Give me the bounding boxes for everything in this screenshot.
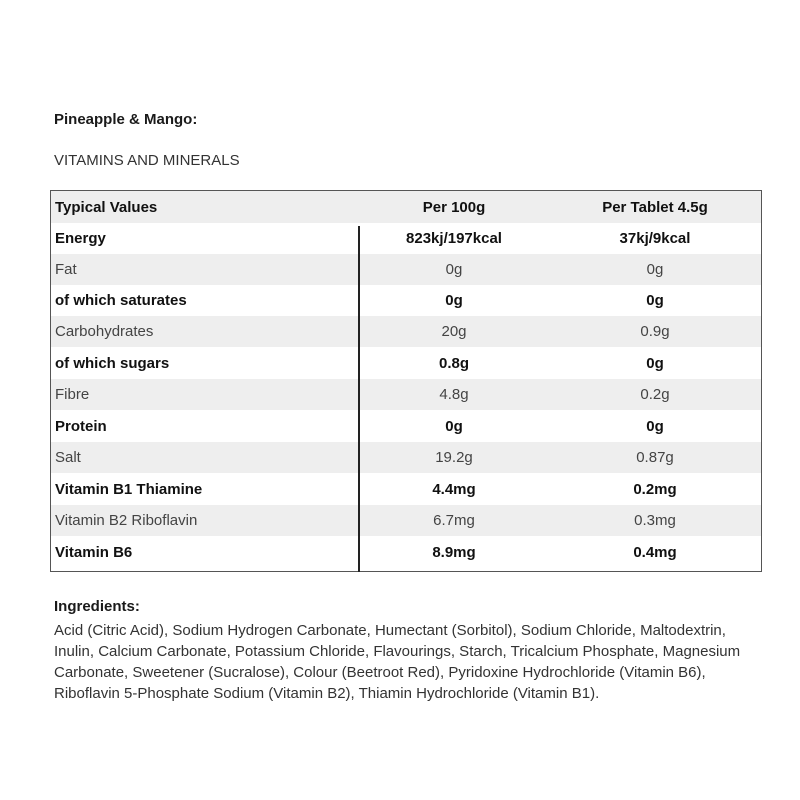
row-per-100g: 6.7mg [433, 512, 475, 529]
header-per-tablet: Per Tablet 4.5g [602, 198, 708, 216]
row-per-100g: 0g [445, 418, 463, 435]
table-row-vitamin-b1 [51, 474, 761, 505]
row-label: Vitamin B2 Riboflavin [55, 512, 198, 529]
row-label: of which sugars [55, 355, 170, 372]
row-label: Energy [55, 230, 106, 247]
row-per-tablet: 0g [646, 261, 664, 278]
row-per-100g: 8.9mg [432, 544, 476, 561]
product-title: Pineapple & Mango: [54, 111, 198, 128]
row-per-100g: 20g [441, 323, 467, 340]
row-per-tablet: 37kj/9kcal [619, 230, 691, 247]
row-label: Fibre [55, 386, 90, 403]
column-divider [358, 226, 360, 572]
row-per-tablet: 0g [646, 292, 664, 309]
table-row-carbohydrates [51, 316, 761, 347]
row-per-tablet: 0.87g [636, 449, 674, 466]
ingredients-title: Ingredients: [54, 598, 140, 615]
row-per-tablet: 0g [646, 418, 664, 435]
table-row-salt [51, 442, 761, 473]
row-label: Salt [55, 449, 81, 466]
row-per-100g: 4.4mg [432, 481, 476, 498]
row-per-100g: 823kj/197kcal [406, 230, 502, 247]
row-per-tablet: 0g [646, 355, 664, 372]
row-per-tablet: 0.2mg [633, 481, 677, 498]
row-label: Protein [55, 418, 107, 435]
row-per-tablet: 0.3mg [634, 512, 676, 529]
row-label: Carbohydrates [55, 323, 154, 340]
row-per-tablet: 0.9g [640, 323, 670, 340]
row-per-tablet: 0.2g [640, 386, 670, 403]
table-row-sugars [51, 348, 761, 379]
row-per-100g: 0g [445, 292, 463, 309]
table-row-fibre [51, 379, 761, 410]
row-label: Vitamin B1 Thiamine [55, 481, 203, 498]
nutrition-table [50, 190, 762, 572]
header-per-100g: Per 100g [422, 198, 486, 216]
row-label: of which saturates [55, 292, 187, 309]
ingredients-text: Acid (Citric Acid), Sodium Hydrogen Carbonate, Humectant (Sorbitol), Sodium Chloride, Maltodextrin, Inulin, Calcium Carbonate, Potassium Chloride, Flavourings, Starch, Tricalcium Phosphate, Magnesium Carbonate, Sweetener (Sucralose), Colour (Beetroot Red), Pyridoxine Hydrochloride (Vitamin B6), Riboflavin 5-Phosphate Sodium (Vitamin B2), Thiamin Hydrochloride (Vitamin B1). [54, 622, 741, 702]
row-label: Fat [55, 261, 77, 278]
table-row-energy [51, 223, 761, 254]
row-per-tablet: 0.4mg [633, 544, 677, 561]
table-row-vitamin-b6 [51, 537, 761, 568]
table-row-saturates [51, 285, 761, 316]
row-per-100g: 4.8g [439, 386, 469, 403]
section-subtitle: VITAMINS AND MINERALS [54, 152, 240, 169]
row-per-100g: 19.2g [435, 449, 473, 466]
header-typical-values: Typical Values [55, 198, 158, 216]
table-row-vitamin-b2 [51, 505, 761, 536]
row-per-100g: 0.8g [438, 355, 469, 372]
row-label: Vitamin B6 [55, 544, 133, 561]
table-row-fat [51, 254, 761, 285]
table-row-protein [51, 411, 761, 442]
table-header-row [51, 191, 761, 223]
row-per-100g: 0g [445, 261, 463, 278]
